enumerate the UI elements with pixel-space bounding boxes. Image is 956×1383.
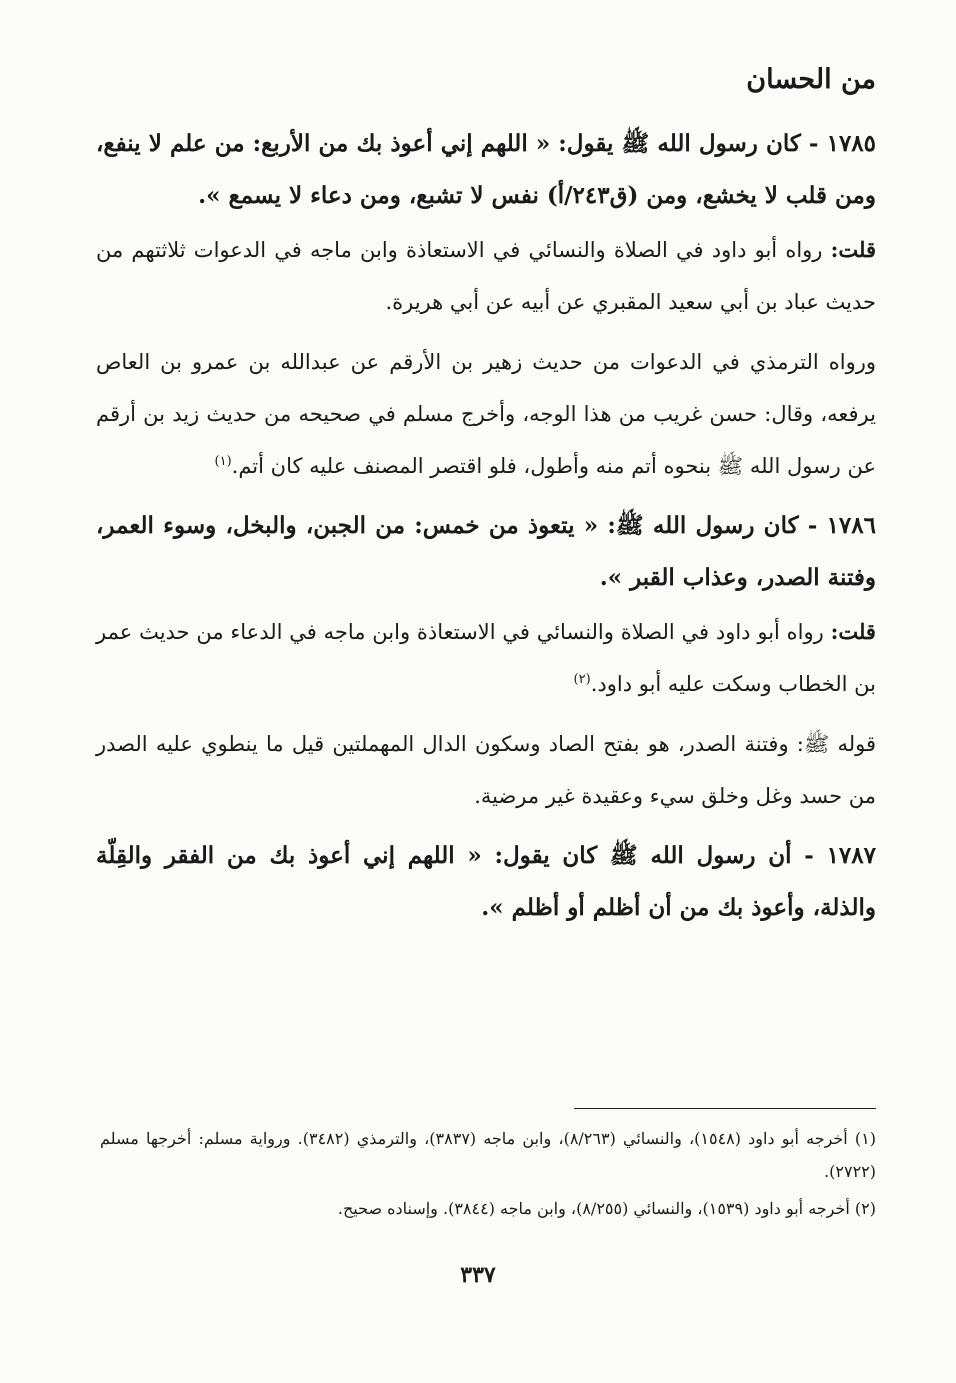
hadith-number: ١٧٨٦: [826, 512, 876, 539]
page-body: [96, 60, 876, 936]
commentary-text: رواه أبو داود في الصلاة والنسائي في الاستعاذة وابن ماجه في الدعوات ثلاثتهم من حديث عباد بن أبي سعيد المقبري عن أبيه عن أبي هريرة.: [96, 238, 876, 314]
hadith-text: كان رسول الله ﷺ: « يتعوذ من خمس: من الجبن، والبخل، وسوء العمر، وفتنة الصدر، وعذاب القبر ».: [96, 512, 876, 591]
page-number: ٣٣٧: [460, 1262, 496, 1288]
qult-label: قلت:: [830, 237, 876, 262]
commentary-1785-a: [96, 224, 876, 328]
commentary-1786-a: [96, 606, 876, 710]
hadith-number: ١٧٨٧: [826, 842, 876, 869]
commentary-1786-b: [96, 718, 876, 822]
commentary-text: ورواه الترمذي في الدعوات من حديث زهير بن الأرقم عن عبدالله بن عمرو بن العاص يرفعه، وقال: حسن غريب من هذا الوجه، وأخرج مسلم في صحيحه من حديث زيد بن أرقم عن رسول الله ﷺ بنحوه أتم منه وأطول، فلو اقتصر المصنف عليه كان أتم.: [96, 350, 876, 478]
hadith-1786: ١٧٨٦ - كان رسول الله ﷺ: « يتعوذ من خمس: من الجبن، والبخل، وسوء العمر، وفتنة الصدر، وعذاب القبر ».: [96, 512, 876, 591]
hadith-1787: ١٧٨٧ - أن رسول الله ﷺ كان يقول: « اللهم إني أعوذ بك من الفقر والقِلّة والذلة، وأعوذ بك من أن أظلم أو أظلم ».: [96, 842, 876, 921]
footnote-ref: (٢): [573, 672, 591, 687]
footnote-2: (٢) أخرجه أبو داود (١٥٣٩)، والنسائي (٨/٢٥٥)، وابن ماجه (٣٨٤٤). وإسناده صحيح.: [337, 1199, 876, 1218]
footnote-ref: (١): [214, 454, 232, 469]
section-title: من الحسان: [746, 64, 876, 95]
footnotes: [100, 1122, 876, 1229]
footnote-1: (١) أخرجه أبو داود (١٥٤٨)، والنسائي (٨/٢٦٣)، وابن ماجه (٣٨٣٧)، والترمذي (٣٤٨٢). ورواية مسلم: أخرجها مسلم (٢٧٢٢).: [100, 1129, 877, 1181]
hadith-text: أن رسول الله ﷺ كان يقول: « اللهم إني أعوذ بك من الفقر والقِلّة والذلة، وأعوذ بك من أن أظلم أو أظلم ».: [96, 842, 876, 921]
commentary-text: رواه أبو داود في الصلاة والنسائي في الاستعاذة وابن ماجه في الدعاء من حديث عمر بن الخطاب وسكت عليه أبو داود.: [96, 620, 876, 696]
hadith-text: كان رسول الله ﷺ يقول: « اللهم إني أعوذ بك من الأربع: من علم لا ينفع، ومن قلب لا يخشع، ومن (ق٢٤٣/أ) نفس لا تشبع، ومن دعاء لا يسمع ».: [96, 130, 876, 209]
commentary-text: قوله ﷺ: وفتنة الصدر، هو بفتح الصاد وسكون الدال المهملتين قيل ما ينطوي عليه الصدر من حسد وغل وخلق سيء وعقيدة غير مرضية.: [96, 732, 876, 808]
footnote-divider: [574, 1108, 876, 1109]
hadith-number: ١٧٨٥: [826, 130, 877, 157]
qult-label: قلت:: [830, 619, 876, 644]
hadith-1785: ١٧٨٥ - كان رسول الله ﷺ يقول: « اللهم إني أعوذ بك من الأربع: من علم لا ينفع، ومن قلب لا يخشع، ومن (ق٢٤٣/أ) نفس لا تشبع، ومن دعاء لا يسمع ».: [96, 130, 877, 209]
commentary-1785-b: [96, 336, 876, 492]
